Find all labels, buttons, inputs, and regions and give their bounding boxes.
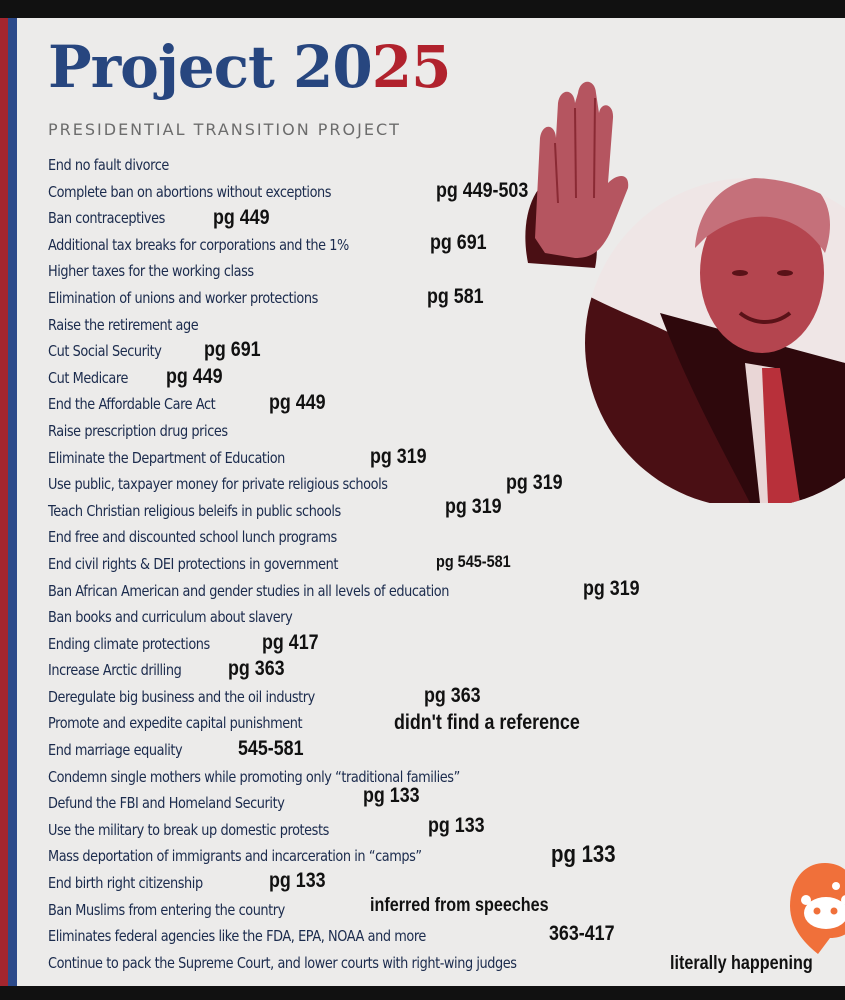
list-item <box>48 152 593 179</box>
list-item <box>48 684 593 711</box>
page-ref-annotation: pg 581 <box>427 285 484 308</box>
page-ref-annotation: 545-581 <box>238 737 304 760</box>
page-ref-annotation: pg 363 <box>228 657 285 680</box>
list-item-text: Ban contraceptives <box>48 209 165 228</box>
list-item-text: Use public, taxpayer money for private religious schools <box>48 475 388 494</box>
list-item <box>48 950 593 977</box>
left-blue-stripe <box>8 18 17 986</box>
list-item-text: Eliminates federal agencies like the FDA, EPA, NOAA and more <box>48 927 426 946</box>
list-item <box>48 205 593 232</box>
poster <box>0 18 845 986</box>
page-ref-annotation: pg 363 <box>424 684 481 707</box>
left-red-stripe <box>0 18 8 986</box>
list-item <box>48 657 593 684</box>
title-main: Project 20 <box>48 33 372 101</box>
list-item <box>48 232 593 259</box>
poster-subtitle: PRESIDENTIAL TRANSITION PROJECT <box>48 120 401 139</box>
page-ref-annotation: pg 449-503 <box>436 179 529 202</box>
list-item <box>48 258 593 285</box>
list-item-text: Eliminate the Department of Education <box>48 448 285 467</box>
list-item-text: Raise the retirement age <box>48 315 199 334</box>
list-item-text: Raise prescription drug prices <box>48 421 228 440</box>
list-item-text: Ban African American and gender studies in all levels of education <box>48 581 449 600</box>
list-item-text: End free and discounted school lunch programs <box>48 528 337 547</box>
page-ref-annotation: pg 133 <box>551 841 616 868</box>
page-ref-annotation: pg 449 <box>166 365 223 388</box>
page-ref-annotation: pg 133 <box>428 814 485 837</box>
list-item-text: Cut Medicare <box>48 368 128 387</box>
title-accent: 25 <box>371 33 451 101</box>
page-ref-annotation: didn't find a reference <box>394 711 580 734</box>
list-item-text: Additional tax breaks for corporations and the 1% <box>48 235 349 254</box>
list-item <box>48 737 593 764</box>
page-ref-annotation: pg 449 <box>269 391 326 414</box>
list-item <box>48 551 593 578</box>
page-ref-annotation: pg 449 <box>213 206 270 229</box>
list-item-text: Mass deportation of immigrants and incarceration in “camps” <box>48 847 422 866</box>
list-item-text: Ban Muslims from entering the country <box>48 900 285 919</box>
page-ref-annotation: pg 417 <box>262 631 319 654</box>
reddit-snoo-icon <box>790 858 845 958</box>
list-item-text: End civil rights & DEI protections in government <box>48 554 339 573</box>
list-item-text: Ending climate protections <box>48 634 210 653</box>
list-item-text: Deregulate big business and the oil industry <box>48 687 315 706</box>
list-item <box>48 524 593 551</box>
page-ref-annotation: pg 691 <box>430 231 487 254</box>
list-item <box>48 604 593 631</box>
list-item-text: End the Affordable Care Act <box>48 395 216 414</box>
list-item-text: Ban books and curriculum about slavery <box>48 608 293 627</box>
list-item <box>48 365 593 392</box>
list-item-text: Increase Arctic drilling <box>48 661 182 680</box>
list-item-text: Condemn single mothers while promoting only “traditional families” <box>48 767 460 786</box>
list-item-text: End no fault divorce <box>48 156 169 174</box>
list-item-text: Continue to pack the Supreme Court, and lower courts with right-wing judges <box>48 953 517 972</box>
page-ref-annotation: pg 319 <box>445 495 502 518</box>
list-item-text: Promote and expedite capital punishment <box>48 714 303 733</box>
list-item <box>48 790 593 817</box>
page-ref-annotation: pg 319 <box>370 445 427 468</box>
list-item <box>48 578 593 605</box>
list-item <box>48 418 593 445</box>
page-ref-annotation: 363-417 <box>549 922 615 945</box>
list-item <box>48 312 593 339</box>
page-ref-annotation: pg 319 <box>506 471 563 494</box>
page-ref-annotation: literally happening <box>670 953 813 974</box>
list-item-text: Use the military to break up domestic protests <box>48 820 329 839</box>
list-item-text: Higher taxes for the working class <box>48 262 254 281</box>
list-item-text: Teach Christian religious beleifs in public schools <box>48 501 341 520</box>
list-item <box>48 495 593 525</box>
policy-list <box>48 152 593 976</box>
poster-title <box>48 33 451 101</box>
list-item <box>48 285 593 312</box>
list-item-text: End birth right citizenship <box>48 874 203 893</box>
list-item-text: Defund the FBI and Homeland Security <box>48 794 285 813</box>
page-ref-annotation: inferred from speeches <box>370 895 549 916</box>
page-ref-annotation: pg 133 <box>363 784 420 807</box>
list-item-text: End marriage equality <box>48 741 183 760</box>
page-ref-annotation: pg 691 <box>204 338 261 361</box>
list-item <box>48 338 593 365</box>
list-item <box>48 814 593 844</box>
list-item-text: Complete ban on abortions without exceptions <box>48 182 332 201</box>
list-item-text: Elimination of unions and worker protections <box>48 288 318 307</box>
page-ref-annotation: pg 545-581 <box>436 552 511 571</box>
list-item <box>48 923 593 950</box>
list-item-text: Cut Social Security <box>48 342 162 361</box>
list-item <box>48 843 593 870</box>
page-ref-annotation: pg 133 <box>269 869 326 892</box>
list-item <box>48 764 593 791</box>
page-ref-annotation: pg 319 <box>583 577 640 600</box>
list-item <box>48 631 593 658</box>
list-item <box>48 445 593 472</box>
